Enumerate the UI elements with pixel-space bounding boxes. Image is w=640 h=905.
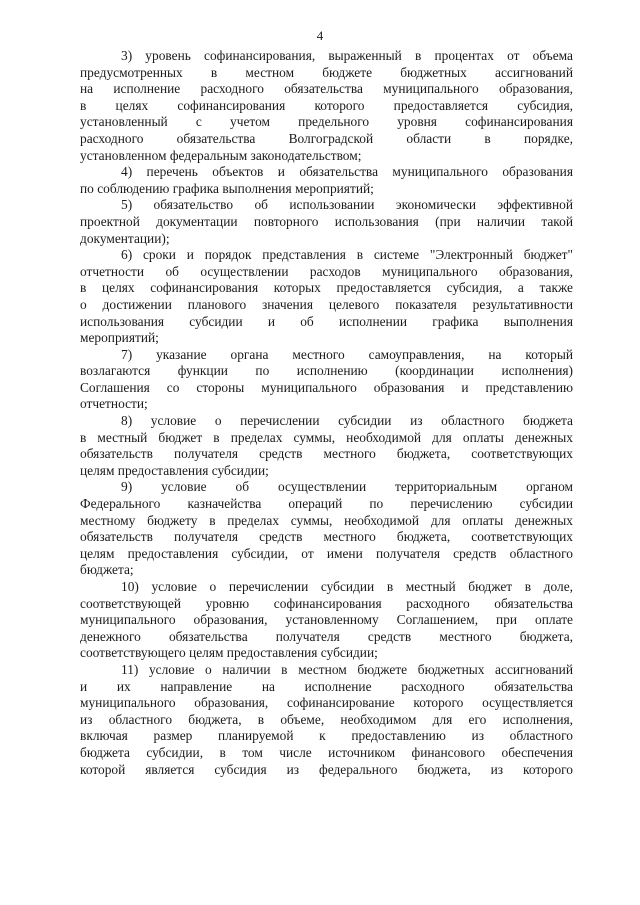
text-line: документации); <box>80 230 170 246</box>
text-line: обязательств получателя средств местного бюджета, соответствующих <box>80 446 573 462</box>
text-line: местному бюджету в пределах суммы, необходимой для оплаты денежных <box>80 512 573 528</box>
paragraph <box>80 164 573 197</box>
paragraph <box>80 347 573 413</box>
text-line: бюджета; <box>80 562 134 578</box>
paragraph <box>80 413 573 479</box>
text-line: целям предоставления субсидии; <box>80 462 269 478</box>
text-line: 7) указание органа местного самоуправления, на который <box>121 346 573 362</box>
text-line: 3) уровень софинансирования, выраженный в процентах от объема <box>121 48 573 63</box>
paragraph <box>80 247 573 347</box>
text-line: расходного обязательства Волгоградской области в порядке, <box>80 130 573 146</box>
text-line: денежного обязательства получателя средств местного бюджета, <box>80 628 573 644</box>
text-line: Федерального казначейства операций по перечислению субсидии <box>80 496 573 512</box>
text-line: 6) сроки и порядок представления в системе "Электронный бюджет" <box>121 247 573 263</box>
text-line: 8) условие о перечислении субсидии из областного бюджета <box>121 413 573 429</box>
text-line: Соглашения со стороны муниципального образования и представлению <box>80 379 573 395</box>
text-line: отчетности об осуществлении расходов муниципального образования, <box>80 263 573 279</box>
paragraph <box>80 197 573 247</box>
paragraph <box>80 479 573 579</box>
paragraph <box>80 48 573 164</box>
text-line: проектной документации повторного использования (при наличии такой <box>80 213 573 229</box>
paragraph <box>80 579 573 662</box>
text-line: бюджета субсидии, в том числе источником финансового обеспечения <box>80 744 573 760</box>
text-line: в целях софинансирования которого предоставляется субсидия, <box>80 97 573 113</box>
text-line: из областного бюджета, в объеме, необходимом для его исполнения, <box>80 711 573 727</box>
text-line: в местный бюджет в пределах суммы, необходимой для оплаты денежных <box>80 429 573 445</box>
text-line: о достижении планового значения целевого показателя результативности <box>80 296 573 312</box>
document-body <box>80 48 573 778</box>
text-line: в целях софинансирования которых предоставляется субсидия, а также <box>80 280 573 296</box>
text-line: включая размер планируемой к предоставлению из областного <box>80 728 573 744</box>
text-line: обязательств получателя средств местного бюджета, соответствующих <box>80 529 573 545</box>
text-line: использования субсидии и об исполнении графика выполнения <box>80 313 573 329</box>
text-line: муниципального образования, установленному Соглашением, при оплате <box>80 612 573 628</box>
text-line: муниципального образования, софинансирование которого осуществляется <box>80 695 573 711</box>
text-line: 9) условие об осуществлении территориальным органом <box>121 479 573 495</box>
text-line: предусмотренных в местном бюджете бюджетных ассигнований <box>80 64 573 80</box>
text-line: соответствующей уровню софинансирования расходного обязательства <box>80 595 573 611</box>
text-line: отчетности; <box>80 396 148 412</box>
text-line: установленный с учетом предельного уровня софинансирования <box>80 114 573 130</box>
text-line: 10) условие о перечислении субсидии в местный бюджет в доле, <box>121 579 573 594</box>
text-line: и их направление на исполнение расходного обязательства <box>80 678 573 694</box>
text-line: 5) обязательство об использовании экономически эффективной <box>121 197 573 213</box>
text-line: 4) перечень объектов и обязательства муниципального образования <box>121 164 573 180</box>
text-line: на исполнение расходного обязательства муниципального образования, <box>80 81 573 97</box>
text-line: 11) условие о наличии в местном бюджете бюджетных ассигнований <box>121 661 573 677</box>
text-line: целям предоставления субсидии, от имени получателя средств областного <box>80 545 573 561</box>
page-number: 4 <box>316 28 324 43</box>
text-line: мероприятий; <box>80 330 159 346</box>
text-line: соответствующего целям предоставления субсидии; <box>80 645 378 661</box>
text-line: возлагаются функции по исполнению (координации исполнения) <box>80 363 573 379</box>
text-line: которой является субсидия из федерального бюджета, из которого <box>80 761 573 777</box>
text-line: установленном федеральным законодательством; <box>80 147 362 163</box>
text-line: по соблюдению графика выполнения мероприятий; <box>80 180 374 196</box>
paragraph <box>80 662 573 778</box>
